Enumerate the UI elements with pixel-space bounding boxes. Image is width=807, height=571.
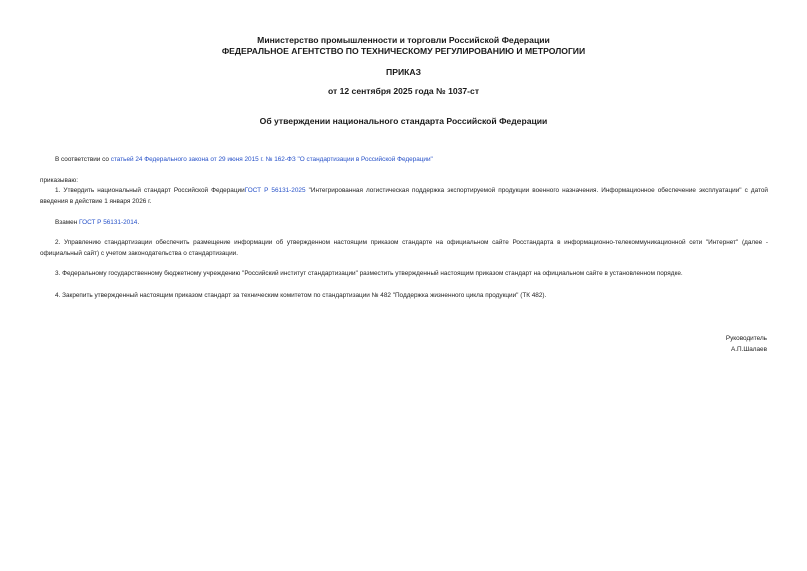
signatory-title: Руководитель	[725, 335, 767, 342]
ministry-heading: Министерство промышленности и торговли Российской Федерации	[257, 35, 550, 45]
intro-prefix: В соответствии со	[55, 156, 111, 163]
document-type: ПРИКАЗ	[386, 67, 421, 77]
replace-prefix: Взамен	[55, 219, 79, 226]
item-1-suffix: "Интегрированная логистическая поддержка экспортируемой продукции военного назначения. Информационное обеспечение эксплуатации" с датой введения в действие 1 января 2026 г.	[40, 187, 768, 205]
item-2-paragraph: 2. Управлению стандартизации обеспечить размещение информации об утвержденном настоящим приказом стандарте на официальном сайте Росстандарта в информационно-телекоммуникационной сети "Интернет" (далее - официальный сайт) с учетом законодательства о стандартизации.	[40, 239, 768, 257]
item-4-paragraph: 4. Закрепить утвержденный настоящим приказом стандарт за техническим комитетом по стандартизации № 482 "Поддержка жизненного цикла продукции" (ТК 482).	[55, 292, 547, 299]
agency-heading: ФЕДЕРАЛЬНОЕ АГЕНТСТВО ПО ТЕХНИЧЕСКОМУ РЕГУЛИРОВАНИЮ И МЕТРОЛОГИИ	[221, 46, 586, 56]
replace-suffix: .	[137, 219, 140, 226]
signatory-name: А.П.Шалаев	[730, 346, 767, 353]
item-1-prefix: 1. Утвердить национальный стандарт Российской Федерации	[55, 187, 245, 194]
gost-2014-link[interactable]: ГОСТ Р 56131-2014	[79, 219, 138, 226]
law-link[interactable]: статьей 24 Федерального закона от 29 июня 2015 г. № 162-ФЗ "О стандартизации в Российской Федерации"	[110, 156, 433, 163]
signature-block	[726, 333, 767, 355]
replace-paragraph	[55, 218, 767, 229]
item-1-paragraph	[40, 186, 768, 207]
order-word: приказываю:	[40, 177, 78, 184]
intro-paragraph	[55, 155, 767, 166]
date-number: от 12 сентября 2025 года № 1037-ст	[327, 86, 480, 96]
item-3-paragraph: 3. Федеральному государственному бюджетному учреждению "Российский институт стандартизации" разместить утвержденный настоящим приказом стандарт на официальном сайте в установленном порядке.	[55, 270, 683, 277]
document-subject: Об утверждении национального стандарта Российской Федерации	[259, 116, 548, 126]
gost-2025-link[interactable]: ГОСТ Р 56131-2025	[244, 187, 306, 194]
